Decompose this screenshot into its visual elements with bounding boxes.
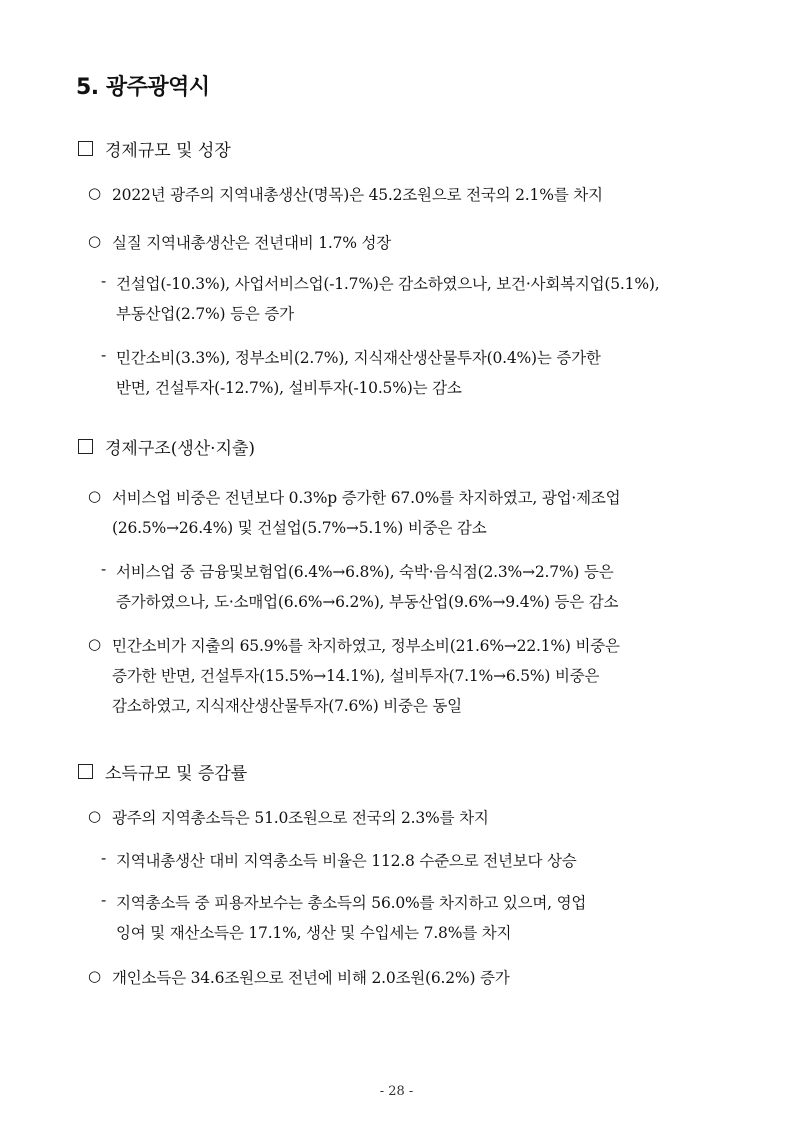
dash-bullet: - xyxy=(101,849,107,867)
paragraph-line: 반면, 건설투자(-12.7%), 설비투자(-10.5%)는 감소 xyxy=(116,379,462,397)
paragraph-line: 감소하였고, 지식재산생산물투자(7.6%) 비중은 동일 xyxy=(112,697,462,715)
paragraph-line: (26.5%→26.4%) 및 건설업(5.7%→5.1%) 비중은 감소 xyxy=(112,519,487,537)
circle-bullet-icon: ○ xyxy=(88,487,102,505)
circle-bullet-icon: ○ xyxy=(88,232,102,250)
paragraph-line: 지역총소득 중 피용자보수는 총소득의 56.0%를 차지하고 있으며, 영업 xyxy=(116,894,587,912)
paragraph-line: 민간소비(3.3%), 정부소비(2.7%), 지식재산생산물투자(0.4%)는 증가한 xyxy=(116,349,601,367)
paragraph-line: 지역내총생산 대비 지역총소득 비율은 112.8 수준으로 전년보다 상승 xyxy=(116,852,577,870)
square-bullet-icon xyxy=(78,141,93,156)
paragraph-line: 개인소득은 34.6조원으로 전년에 비해 2.0조원(6.2%) 증가 xyxy=(112,969,510,987)
circle-bullet-icon: ○ xyxy=(88,967,102,985)
paragraph-line: 증가한 반면, 건설투자(15.5%→14.1%), 설비투자(7.1%→6.5%) 비중은 xyxy=(112,667,600,685)
paragraph-line: 서비스업 중 금융및보험업(6.4%→6.8%), 숙박·음식점(2.3%→2.7%) 등은 xyxy=(116,563,614,581)
circle-bullet-icon: ○ xyxy=(88,184,102,202)
paragraph-line: 서비스업 비중은 전년보다 0.3%p 증가한 67.0%를 차지하였고, 광업·제조업 xyxy=(112,489,621,507)
page-title: 5. 광주광역시 xyxy=(76,75,210,100)
dash-bullet: - xyxy=(101,272,107,290)
square-bullet-icon xyxy=(78,439,93,454)
section-heading-text: 소득규모 및 증감률 xyxy=(105,764,248,784)
circle-bullet-icon: ○ xyxy=(88,635,102,653)
section-heading-text: 경제구조(생산·지출) xyxy=(105,439,256,459)
paragraph-line: 잉여 및 재산소득은 17.1%, 생산 및 수입세는 7.8%를 차지 xyxy=(116,924,512,942)
dash-bullet: - xyxy=(101,346,107,364)
paragraph-line: 2022년 광주의 지역내총생산(명목)은 45.2조원으로 전국의 2.1%를 차지 xyxy=(112,186,603,204)
section-heading-text: 경제규모 및 성장 xyxy=(105,141,231,161)
paragraph-line: 민간소비가 지출의 65.9%를 차지하였고, 정부소비(21.6%→22.1%) 비중은 xyxy=(112,637,620,655)
section-heading-scale xyxy=(78,136,231,161)
square-bullet-icon xyxy=(78,764,93,779)
paragraph-line: 건설업(-10.3%), 사업서비스업(-1.7%)은 감소하였으나, 보건·사회복지업(5.1%), xyxy=(116,275,660,293)
dash-bullet: - xyxy=(101,891,107,909)
paragraph-line: 실질 지역내총생산은 전년대비 1.7% 성장 xyxy=(112,234,392,252)
section-heading-income xyxy=(78,759,247,784)
dash-bullet: - xyxy=(101,560,107,578)
paragraph-line: 증가하였으나, 도·소매업(6.6%→6.2%), 부동산업(9.6%→9.4%) 등은 감소 xyxy=(116,593,619,611)
section-heading-structure xyxy=(78,434,255,459)
paragraph-line: 광주의 지역총소득은 51.0조원으로 전국의 2.3%를 차지 xyxy=(112,809,489,827)
page-number: - 28 - xyxy=(379,1084,414,1099)
paragraph-line: 부동산업(2.7%) 등은 증가 xyxy=(116,305,294,323)
circle-bullet-icon: ○ xyxy=(88,807,102,825)
